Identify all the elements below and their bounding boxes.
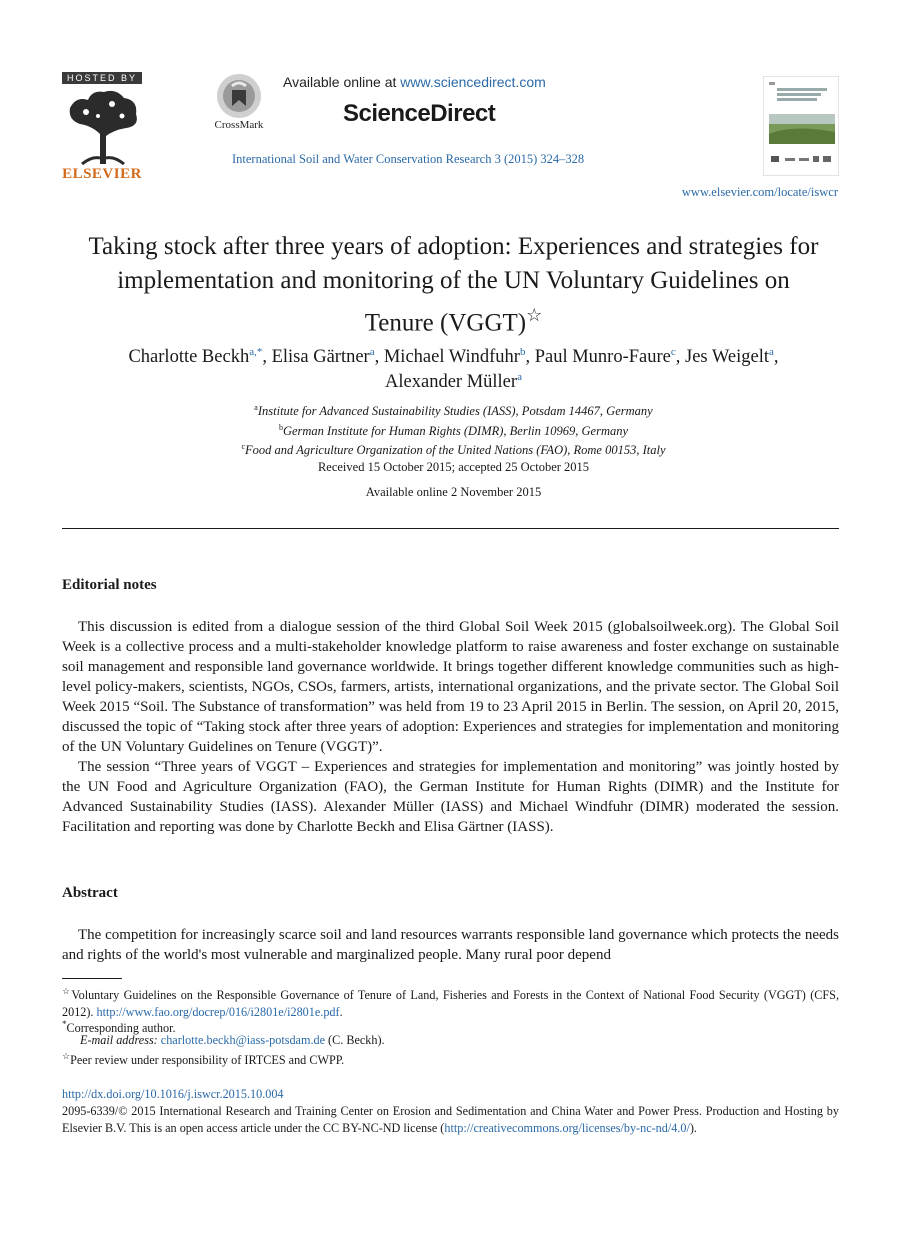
received-dates: Received 15 October 2015; accepted 25 October 2015 (317, 459, 590, 474)
footnote-email (80, 1032, 839, 1049)
copyright-notice (62, 1103, 839, 1136)
crossmark-label: CrossMark (214, 119, 264, 131)
affiliation-item (50, 439, 857, 459)
affiliation-mark: c (241, 442, 246, 452)
footnote-text: Corresponding author. (66, 1021, 176, 1036)
affiliation-mark: b (278, 422, 283, 432)
copyright-end: ). (689, 1120, 697, 1135)
footnote-peer-review (62, 1048, 839, 1069)
elsevier-locate-link[interactable]: www.elsevier.com/locate/iswcr (681, 185, 838, 199)
journal-cover-thumbnail[interactable] (763, 76, 839, 176)
affiliation-text: German Institute for Human Rights (DIMR), Berlin 10969, Germany (282, 423, 629, 438)
affiliation-item (50, 420, 857, 440)
fao-docrep-link[interactable]: http://www.fao.org/docrep/016/i2801e/i2801e.pdf (96, 1004, 340, 1019)
hosted-by-label: HOSTED BY (62, 72, 142, 84)
crossmark-icon[interactable] (215, 72, 263, 120)
author-name[interactable]: Alexander Müller (385, 372, 518, 392)
abstract-heading: Abstract (62, 885, 118, 901)
available-online-date: Available online 2 November 2015 (365, 485, 542, 499)
editorial-paragraph: This discussion is edited from a dialogue session of the third Global Soil Week 2015 (globalsoilweek.org). The Global Soil Week is a collective process and a multi-stakeholder knowledge platform to raise awareness and foster exchange on sustainable soil management and responsible land governance worldwide. It brings together different knowledge communities such as high-level policy-makers, scientists, NGOs, CSOs, farmers, artists, international organizations, and the private sector. The Global Soil Week 2015 “Soil. The Substance of transformation” was held from 19 to 23 April 2015 in Berlin. The session, on April 20, 2015, discussed the topic of “Taking stock after three years of adoption: Experiences and strategies for implementation and monitoring of the UN Voluntary Guidelines on Tenure (VGGT)”. (62, 619, 839, 755)
footnote-vggt (62, 983, 839, 1020)
author-name[interactable]: Michael Windfuhr (383, 347, 520, 367)
elsevier-tree-logo-icon (62, 86, 142, 166)
author-affiliation-mark[interactable]: a,* (249, 345, 263, 358)
email-owner: (C. Beckh). (325, 1033, 385, 1047)
editorial-notes-body (62, 617, 839, 837)
affiliation-list (50, 400, 857, 475)
affiliation-item (50, 400, 857, 420)
footnote-text: Voluntary Guidelines on the Responsible Governance of Tenure of Land, Fisheries and Forests in the Context of National Food Security (VGGT) (CFS, 2012). (62, 988, 839, 1019)
article-title (80, 230, 827, 340)
article-title-text: Taking stock after three years of adoption: Experiences and strategies for implementation and monitoring of the UN Voluntary Guidelines on Tenure (VGGT) (88, 233, 819, 337)
footnote-divider (62, 978, 122, 979)
affiliation-mark: a (254, 403, 258, 412)
journal-citation-link[interactable]: International Soil and Water Conservation Research 3 (2015) 324–328 (232, 152, 585, 166)
author-affiliation-mark[interactable]: c (670, 345, 676, 358)
title-star-note-icon[interactable]: ☆ (526, 305, 543, 325)
header-divider (62, 528, 839, 529)
author-name[interactable]: Jes Weigelt (685, 347, 769, 367)
abstract-body (62, 925, 839, 965)
footnote-star-mark: ☆ (62, 1051, 71, 1061)
author-list: Charlotte Beckh$^{a,*}$, Elisa Gärtner$^a$, Michael Windfuhr$^b$, Paul Munro-Faure$^c$, Jes Weigelt$^a$, Alexander Müller$^a$ (128, 345, 779, 392)
available-prefix: Available online at (283, 74, 401, 90)
editorial-paragraph: The session “Three years of VGGT – Experiences and strategies for implementation and monitoring” was jointly hosted by the UN Food and Agriculture Organization (FAO), the German Institute for Human Rights (DIMR) and the Institute for Advanced Sustainability Studies (IASS). Alexander Müller (IASS) and Michael Windfuhr (DIMR) moderated the session. Facilitation and reporting was done by Charlotte Beckh and Elisa Gärtner (IASS). (62, 759, 839, 835)
abstract-paragraph: The competition for increasingly scarce soil and land resources warrants responsible land governance which protects the needs and rights of the world's most vulnerable and marginalized people. Many rural poor depend (62, 927, 839, 963)
doi-link[interactable]: http://dx.doi.org/10.1016/j.iswcr.2015.10.004 (62, 1087, 284, 1101)
author-affiliation-mark[interactable]: a (369, 345, 375, 358)
author-affiliation-mark[interactable]: a (517, 370, 522, 383)
affiliation-text: Food and Agriculture Organization of the United Nations (FAO), Rome 00153, Italy (245, 443, 666, 458)
editorial-notes-heading: Editorial notes (62, 577, 157, 593)
author-name[interactable]: Elisa Gärtner (271, 347, 370, 367)
author-name[interactable]: Charlotte Beckh (128, 347, 250, 367)
license-link[interactable]: http://creativecommons.org/licenses/by-nc-nd/4.0/ (444, 1120, 690, 1135)
author-affiliation-mark[interactable]: b (519, 345, 526, 358)
footnote-end: . (339, 1004, 343, 1019)
footnote-asterisk-mark: * (62, 1019, 67, 1029)
email-label: E-mail address: (80, 1033, 161, 1047)
email-link[interactable]: charlotte.beckh@iass-potsdam.de (160, 1033, 325, 1047)
footnote-star-mark: ☆ (62, 986, 72, 996)
author-name[interactable]: Paul Munro-Faure (534, 347, 671, 367)
affiliation-text: Institute for Advanced Sustainability Studies (IASS), Potsdam 14467, Germany (257, 404, 653, 419)
sciencedirect-wordmark: ScienceDirect (343, 100, 496, 127)
copyright-text: 2095-6339/© 2015 International Research and Training Center on Erosion and Sedimentation and China Water and Power Press. Production and Hosting by Elsevier B.V. This is an open access article under the CC BY-NC-ND license ( (62, 1104, 839, 1135)
elsevier-wordmark: ELSEVIER (62, 166, 142, 182)
available-online-line (283, 74, 546, 90)
author-affiliation-mark[interactable]: a (769, 345, 774, 358)
footnote-text: Peer review under responsibility of IRTCES and CWPP. (70, 1053, 345, 1068)
sciencedirect-link[interactable]: www.sciencedirect.com (400, 74, 546, 90)
